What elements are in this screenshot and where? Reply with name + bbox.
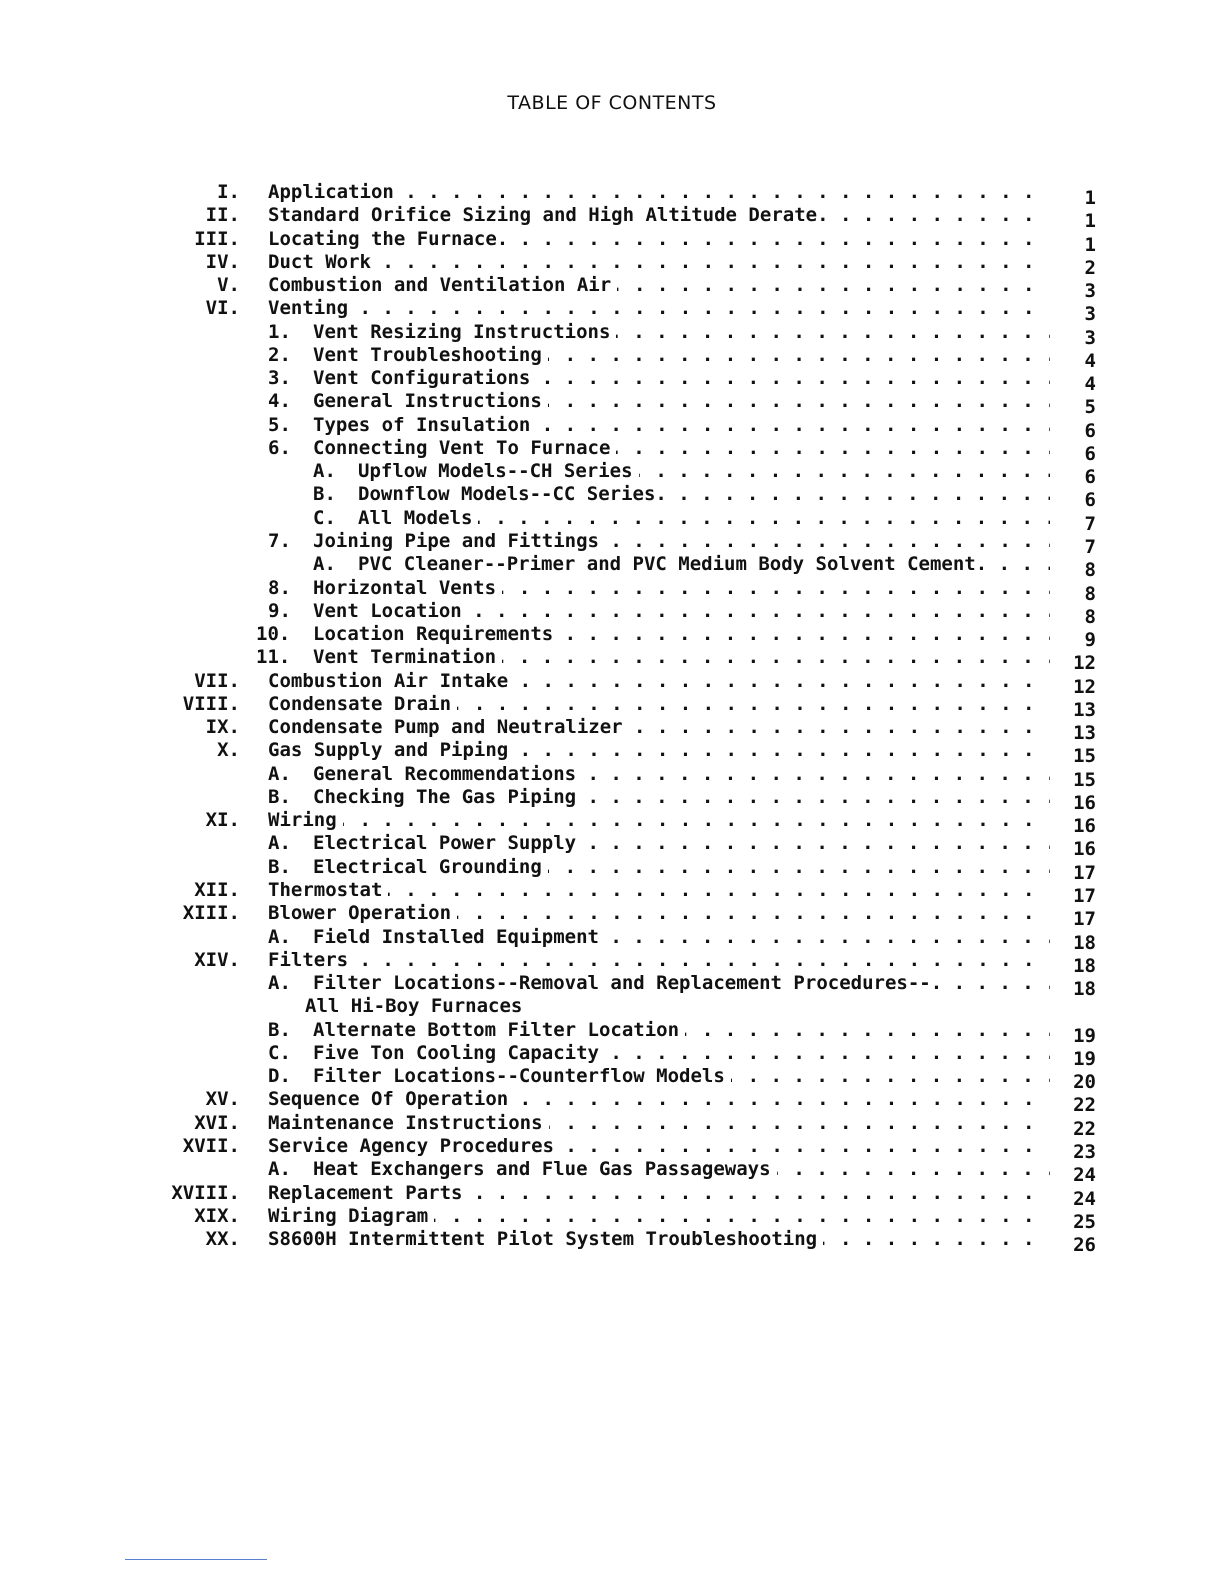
- toc-entry-number: 5.: [268, 413, 291, 436]
- toc-entry-title: [313, 972, 1050, 995]
- toc-entry-page: 7: [1084, 536, 1096, 558]
- toc-entry-number: V.: [217, 274, 240, 297]
- toc-entry-number: A.: [268, 972, 291, 995]
- toc-entry-title: [268, 1228, 1050, 1251]
- toc-entry-title-text: Combustion Air Intake: [268, 670, 514, 692]
- toc-entry-page: 22: [1073, 1094, 1096, 1117]
- toc-entry-title-text: All Models: [358, 507, 478, 529]
- toc-entry-page: 24: [1073, 1187, 1096, 1210]
- toc-entry-number: XVIII.: [171, 1181, 240, 1204]
- toc-entry[interactable]: [0, 1204, 1224, 1233]
- toc-entry-title: [268, 739, 1050, 762]
- toc-entry-title: [358, 483, 1050, 506]
- toc-entry-number: III.: [194, 227, 240, 250]
- toc-entry[interactable]: [0, 1228, 1224, 1257]
- toc-entry-title-text: Location Requirements: [313, 623, 559, 645]
- toc-entry-title-text: S8600H Intermittent Pilot System Troubleshooting: [268, 1228, 823, 1250]
- toc-entry-page: 15: [1073, 745, 1096, 768]
- toc-entry[interactable]: [0, 785, 1224, 814]
- toc-entry-number: 6.: [268, 436, 291, 459]
- toc-entry-number: XI.: [205, 809, 240, 832]
- toc-entry[interactable]: [0, 227, 1224, 256]
- toc-entry[interactable]: [0, 390, 1224, 419]
- toc-entry-number: A.: [313, 553, 336, 576]
- toc-entry-title-text: Five Ton Cooling Capacity: [313, 1042, 605, 1064]
- toc-entry-title: [268, 1135, 1050, 1158]
- toc-entry-title-text: Vent Location: [313, 600, 468, 622]
- toc-entry-page: 3: [1084, 280, 1096, 303]
- toc-entry-number: I.: [217, 181, 240, 203]
- toc-entry-page: 18: [1073, 978, 1096, 1001]
- toc-entry-page: 17: [1073, 885, 1096, 908]
- toc-entry[interactable]: [0, 1111, 1224, 1140]
- toc-entry[interactable]: [0, 1088, 1224, 1117]
- toc-entry-title-text: Horizontal Vents: [313, 577, 502, 599]
- toc-entry-title-text: Duct Work: [268, 251, 377, 273]
- toc-entry-number: D.: [268, 1065, 291, 1088]
- toc-entry-number: C.: [268, 1041, 291, 1064]
- toc-entry-title-text: Vent Troubleshooting: [313, 344, 548, 366]
- toc-entry-title: [268, 181, 1050, 204]
- toc-entry-page: 12: [1073, 675, 1096, 698]
- toc-entry-title-text: Vent Configurations: [313, 367, 536, 389]
- toc-entry-number: 2.: [268, 343, 291, 366]
- toc-entry-title: [268, 1088, 1050, 1111]
- toc-entry-page: 7: [1084, 512, 1096, 535]
- toc-entry-page: 3: [1084, 326, 1096, 349]
- toc-entry-title-text: Application: [268, 181, 400, 203]
- toc-entry-page: 26: [1073, 1234, 1096, 1257]
- toc-entry-title: [268, 693, 1050, 716]
- toc-entry-number: XIV.: [194, 948, 240, 971]
- toc-entry-number: XIII.: [182, 902, 240, 925]
- toc-entry-title: [305, 995, 1050, 1018]
- toc-entry-title-text: PVC Cleaner--Primer and PVC Medium Body Solvent Cement.: [358, 553, 993, 575]
- toc-entry-title: [313, 577, 1050, 600]
- toc-entry-title: [268, 716, 1050, 739]
- toc-entry-title: [268, 902, 1050, 925]
- toc-entry-title-text: Filters: [268, 949, 354, 971]
- toc-entry[interactable]: [0, 1181, 1224, 1210]
- toc-entry-page: 20: [1073, 1071, 1096, 1094]
- toc-entry-title-text: Gas Supply and Piping: [268, 739, 514, 761]
- toc-entry-page: 16: [1073, 815, 1096, 838]
- toc-entry-number: 3.: [268, 367, 291, 390]
- toc-entry-title: [313, 1158, 1050, 1181]
- toc-entry-title-text: Standard Orifice Sizing and High Altitude Derate.: [268, 204, 835, 226]
- toc-entry-page: 18: [1073, 931, 1096, 954]
- toc-entry-title-text: Locating the Furnace.: [268, 228, 514, 250]
- toc-entry-page: 6: [1084, 466, 1096, 489]
- toc-entry[interactable]: [0, 181, 1224, 209]
- toc-entry-page: 3: [1084, 303, 1096, 326]
- toc-entry-page: 19: [1073, 1047, 1096, 1070]
- table-of-contents: [0, 181, 1224, 1257]
- toc-entry[interactable]: [0, 1041, 1224, 1070]
- toc-entry-page: 2: [1084, 256, 1096, 279]
- toc-entry-title: [268, 1182, 1050, 1205]
- toc-entry-page: 16: [1073, 791, 1096, 814]
- toc-entry[interactable]: [0, 646, 1224, 675]
- toc-entry-title: [313, 321, 1050, 344]
- toc-entry-title-text: Vent Termination: [313, 646, 502, 668]
- toc-entry-page: 13: [1073, 698, 1096, 721]
- toc-entry-title-text: Blower Operation: [268, 902, 457, 924]
- toc-entry-number: 1.: [268, 320, 291, 343]
- toc-entry-number: B.: [313, 483, 336, 506]
- toc-entry-title: [313, 856, 1050, 879]
- toc-entry-title-text: Upflow Models--CH Series: [358, 460, 639, 482]
- toc-entry-page: 19: [1073, 1024, 1096, 1047]
- toc-entry-title: [313, 367, 1050, 390]
- toc-entry-page: 9: [1084, 629, 1096, 652]
- toc-entry-page: 6: [1084, 419, 1096, 442]
- toc-entry-title-text: Condensate Drain: [268, 693, 457, 715]
- toc-entry[interactable]: [0, 1134, 1224, 1163]
- toc-entry-page: 13: [1073, 722, 1096, 745]
- toc-entry-page: 8: [1084, 582, 1096, 605]
- toc-entry[interactable]: [0, 739, 1224, 768]
- toc-entry-title-text: Condensate Pump and Neutralizer: [268, 716, 629, 738]
- toc-entry-page: 15: [1073, 768, 1096, 791]
- toc-entry-title: [358, 460, 1050, 483]
- toc-entry-title-text: Heat Exchangers and Flue Gas Passageways: [313, 1158, 777, 1180]
- toc-entry-number: VI.: [205, 297, 240, 320]
- toc-entry-page: 22: [1073, 1117, 1096, 1140]
- toc-entry-number: B.: [268, 1018, 291, 1041]
- toc-entry-title-text: Electrical Grounding: [313, 856, 548, 878]
- toc-entry-title-text: Filter Locations--Removal and Replacement Procedures--.: [313, 972, 948, 994]
- toc-entry-number: XV.: [205, 1088, 240, 1111]
- toc-entry[interactable]: [0, 367, 1224, 396]
- toc-entry-title-text: Wiring Diagram: [268, 1205, 434, 1227]
- toc-entry-title: [268, 251, 1050, 274]
- toc-entry-title: [313, 414, 1050, 437]
- toc-entry-page: 25: [1073, 1210, 1096, 1233]
- toc-entry-title: [268, 1205, 1050, 1228]
- toc-entry-title-text: Replacement Parts: [268, 1182, 468, 1204]
- toc-entry-page: 1: [1084, 233, 1096, 256]
- toc-entry-title: [313, 344, 1050, 367]
- toc-entry[interactable]: [0, 436, 1224, 465]
- toc-entry-number: 4.: [268, 390, 291, 413]
- toc-entry-title-text: Sequence Of Operation: [268, 1088, 514, 1110]
- toc-entry-title: [313, 623, 1050, 646]
- toc-entry-number: A.: [268, 832, 291, 855]
- toc-entry-title: [313, 1019, 1050, 1042]
- toc-entry[interactable]: [0, 297, 1224, 326]
- toc-entry[interactable]: [0, 576, 1224, 605]
- toc-entry-title-text: Maintenance Instructions: [268, 1112, 549, 1134]
- toc-entry[interactable]: [0, 879, 1224, 908]
- toc-entry-page: 6: [1084, 442, 1096, 465]
- toc-entry-title: [268, 949, 1050, 972]
- toc-entry[interactable]: [0, 250, 1224, 279]
- toc-entry[interactable]: [0, 343, 1224, 372]
- toc-entry-number: A.: [268, 1158, 291, 1181]
- toc-entry[interactable]: [0, 948, 1224, 977]
- toc-entry-title: [358, 507, 1050, 530]
- toc-entry-title: [313, 832, 1050, 855]
- toc-entry[interactable]: [0, 832, 1224, 861]
- toc-entry-title-text: Wiring: [268, 809, 343, 831]
- toc-entry-title: [358, 553, 1050, 576]
- toc-entry-page: 18: [1073, 954, 1096, 977]
- toc-entry[interactable]: [0, 669, 1224, 698]
- toc-entry[interactable]: [0, 506, 1224, 535]
- toc-entry-title-text: General Instructions: [313, 390, 548, 412]
- toc-entry[interactable]: [0, 320, 1224, 349]
- toc-entry-page: 8: [1084, 559, 1096, 582]
- toc-entry-number: VII.: [194, 669, 240, 692]
- toc-entry-number: 11.: [256, 646, 291, 669]
- toc-entry-number: XIX.: [194, 1204, 240, 1227]
- toc-entry-number: XII.: [194, 879, 240, 902]
- toc-entry-title: [268, 204, 1050, 227]
- toc-entry-number: XX.: [205, 1228, 240, 1251]
- toc-entry-title-text: Combustion and Ventilation Air: [268, 274, 617, 296]
- toc-entry-title: [268, 670, 1050, 693]
- toc-entry[interactable]: [0, 925, 1224, 954]
- toc-entry-title-text: Venting: [268, 297, 354, 319]
- toc-entry-title-text: Checking The Gas Piping: [313, 786, 582, 808]
- toc-entry-number: B.: [268, 785, 291, 808]
- toc-entry-number: XVII.: [182, 1134, 240, 1157]
- toc-entry[interactable]: [0, 902, 1224, 931]
- toc-entry[interactable]: [0, 855, 1224, 884]
- toc-entry[interactable]: [0, 809, 1224, 838]
- toc-entry-page: 1: [1084, 187, 1096, 209]
- toc-entry-number: 10.: [256, 623, 291, 646]
- toc-entry-page: 8: [1084, 605, 1096, 628]
- toc-entry-title: [313, 763, 1050, 786]
- toc-entry[interactable]: [0, 204, 1224, 233]
- toc-entry-title: [313, 926, 1050, 949]
- toc-entry[interactable]: [0, 972, 1224, 1001]
- page-title: TABLE OF CONTENTS: [507, 92, 717, 114]
- toc-entry-page: 6: [1084, 489, 1096, 512]
- toc-entry-number: C.: [313, 506, 336, 529]
- toc-entry[interactable]: [0, 460, 1224, 489]
- toc-entry-number: X.: [217, 739, 240, 762]
- toc-entry[interactable]: [0, 716, 1224, 745]
- toc-entry-title: [313, 530, 1050, 553]
- toc-entry-title: [313, 600, 1050, 623]
- toc-entry-title: [268, 274, 1050, 297]
- toc-entry-number: 8.: [268, 576, 291, 599]
- toc-entry-title-text: Joining Pipe and Fittings: [313, 530, 605, 552]
- toc-entry[interactable]: [0, 995, 1224, 1018]
- toc-entry-title: [313, 646, 1050, 669]
- footer-rule: [125, 1559, 267, 1560]
- toc-entry-title-text: Thermostat: [268, 879, 388, 901]
- toc-entry-page: 17: [1073, 861, 1096, 884]
- toc-entry-number: 9.: [268, 599, 291, 622]
- toc-entry-number: II.: [205, 204, 240, 227]
- toc-entry-title: [268, 297, 1050, 320]
- toc-entry-page: 1: [1084, 210, 1096, 233]
- toc-entry-title-text: General Recommendations: [313, 763, 582, 785]
- toc-entry-title-text: Electrical Power Supply: [313, 832, 582, 854]
- toc-entry-title: [313, 1042, 1050, 1065]
- toc-entry-title: [268, 1112, 1050, 1135]
- toc-entry-title: [313, 390, 1050, 413]
- toc-entry[interactable]: [0, 553, 1224, 582]
- toc-entry[interactable]: [0, 274, 1224, 303]
- toc-entry[interactable]: [0, 692, 1224, 721]
- toc-entry-number: XVI.: [194, 1111, 240, 1134]
- toc-entry-page: 17: [1073, 908, 1096, 931]
- toc-entry-page: 5: [1084, 396, 1096, 419]
- toc-entry-number: B.: [268, 855, 291, 878]
- toc-entry[interactable]: [0, 483, 1224, 512]
- toc-entry-page: 24: [1073, 1164, 1096, 1187]
- toc-entry-number: IV.: [205, 250, 240, 273]
- toc-entry-number: IX.: [205, 716, 240, 739]
- toc-entry-title: [313, 1065, 1050, 1088]
- toc-entry-number: VIII.: [182, 692, 240, 715]
- toc-entry[interactable]: [0, 623, 1224, 652]
- toc-entry[interactable]: [0, 1018, 1224, 1047]
- toc-entry[interactable]: [0, 413, 1224, 442]
- toc-entry-title-text: Field Installed Equipment: [313, 926, 605, 948]
- toc-entry-title-text: Connecting Vent To Furnace: [313, 437, 616, 459]
- toc-entry[interactable]: [0, 530, 1224, 558]
- toc-entry-title-text: Types of Insulation: [313, 414, 536, 436]
- toc-entry[interactable]: [0, 599, 1224, 628]
- toc-entry[interactable]: [0, 1065, 1224, 1094]
- toc-entry-page: 4: [1084, 373, 1096, 396]
- toc-entry-title: [268, 809, 1050, 832]
- toc-entry-title-text: Vent Resizing Instructions: [313, 321, 616, 343]
- toc-entry-page: 23: [1073, 1140, 1096, 1163]
- toc-entry-title: [313, 437, 1050, 460]
- toc-entry-title-text: Filter Locations--Counterflow Models: [313, 1065, 731, 1087]
- toc-entry-number: A.: [268, 762, 291, 785]
- toc-entry-title: [268, 879, 1050, 902]
- toc-entry-title-text: Alternate Bottom Filter Location: [313, 1019, 685, 1041]
- toc-entry[interactable]: [0, 762, 1224, 791]
- toc-entry-number: A.: [268, 925, 291, 948]
- toc-entry-page: 12: [1073, 652, 1096, 675]
- toc-entry-number: 7.: [268, 530, 291, 552]
- toc-entry-title-text: Service Agency Procedures: [268, 1135, 560, 1157]
- toc-entry-page: 16: [1073, 838, 1096, 861]
- toc-entry-number: A.: [313, 460, 336, 483]
- toc-entry-title-text: All Hi-Boy Furnaces: [305, 995, 528, 1017]
- toc-entry-title: [313, 786, 1050, 809]
- toc-entry-page: 4: [1084, 349, 1096, 372]
- toc-entry[interactable]: [0, 1158, 1224, 1187]
- toc-entry-title-text: Downflow Models--CC Series.: [358, 483, 673, 505]
- toc-entry-title: [268, 228, 1050, 251]
